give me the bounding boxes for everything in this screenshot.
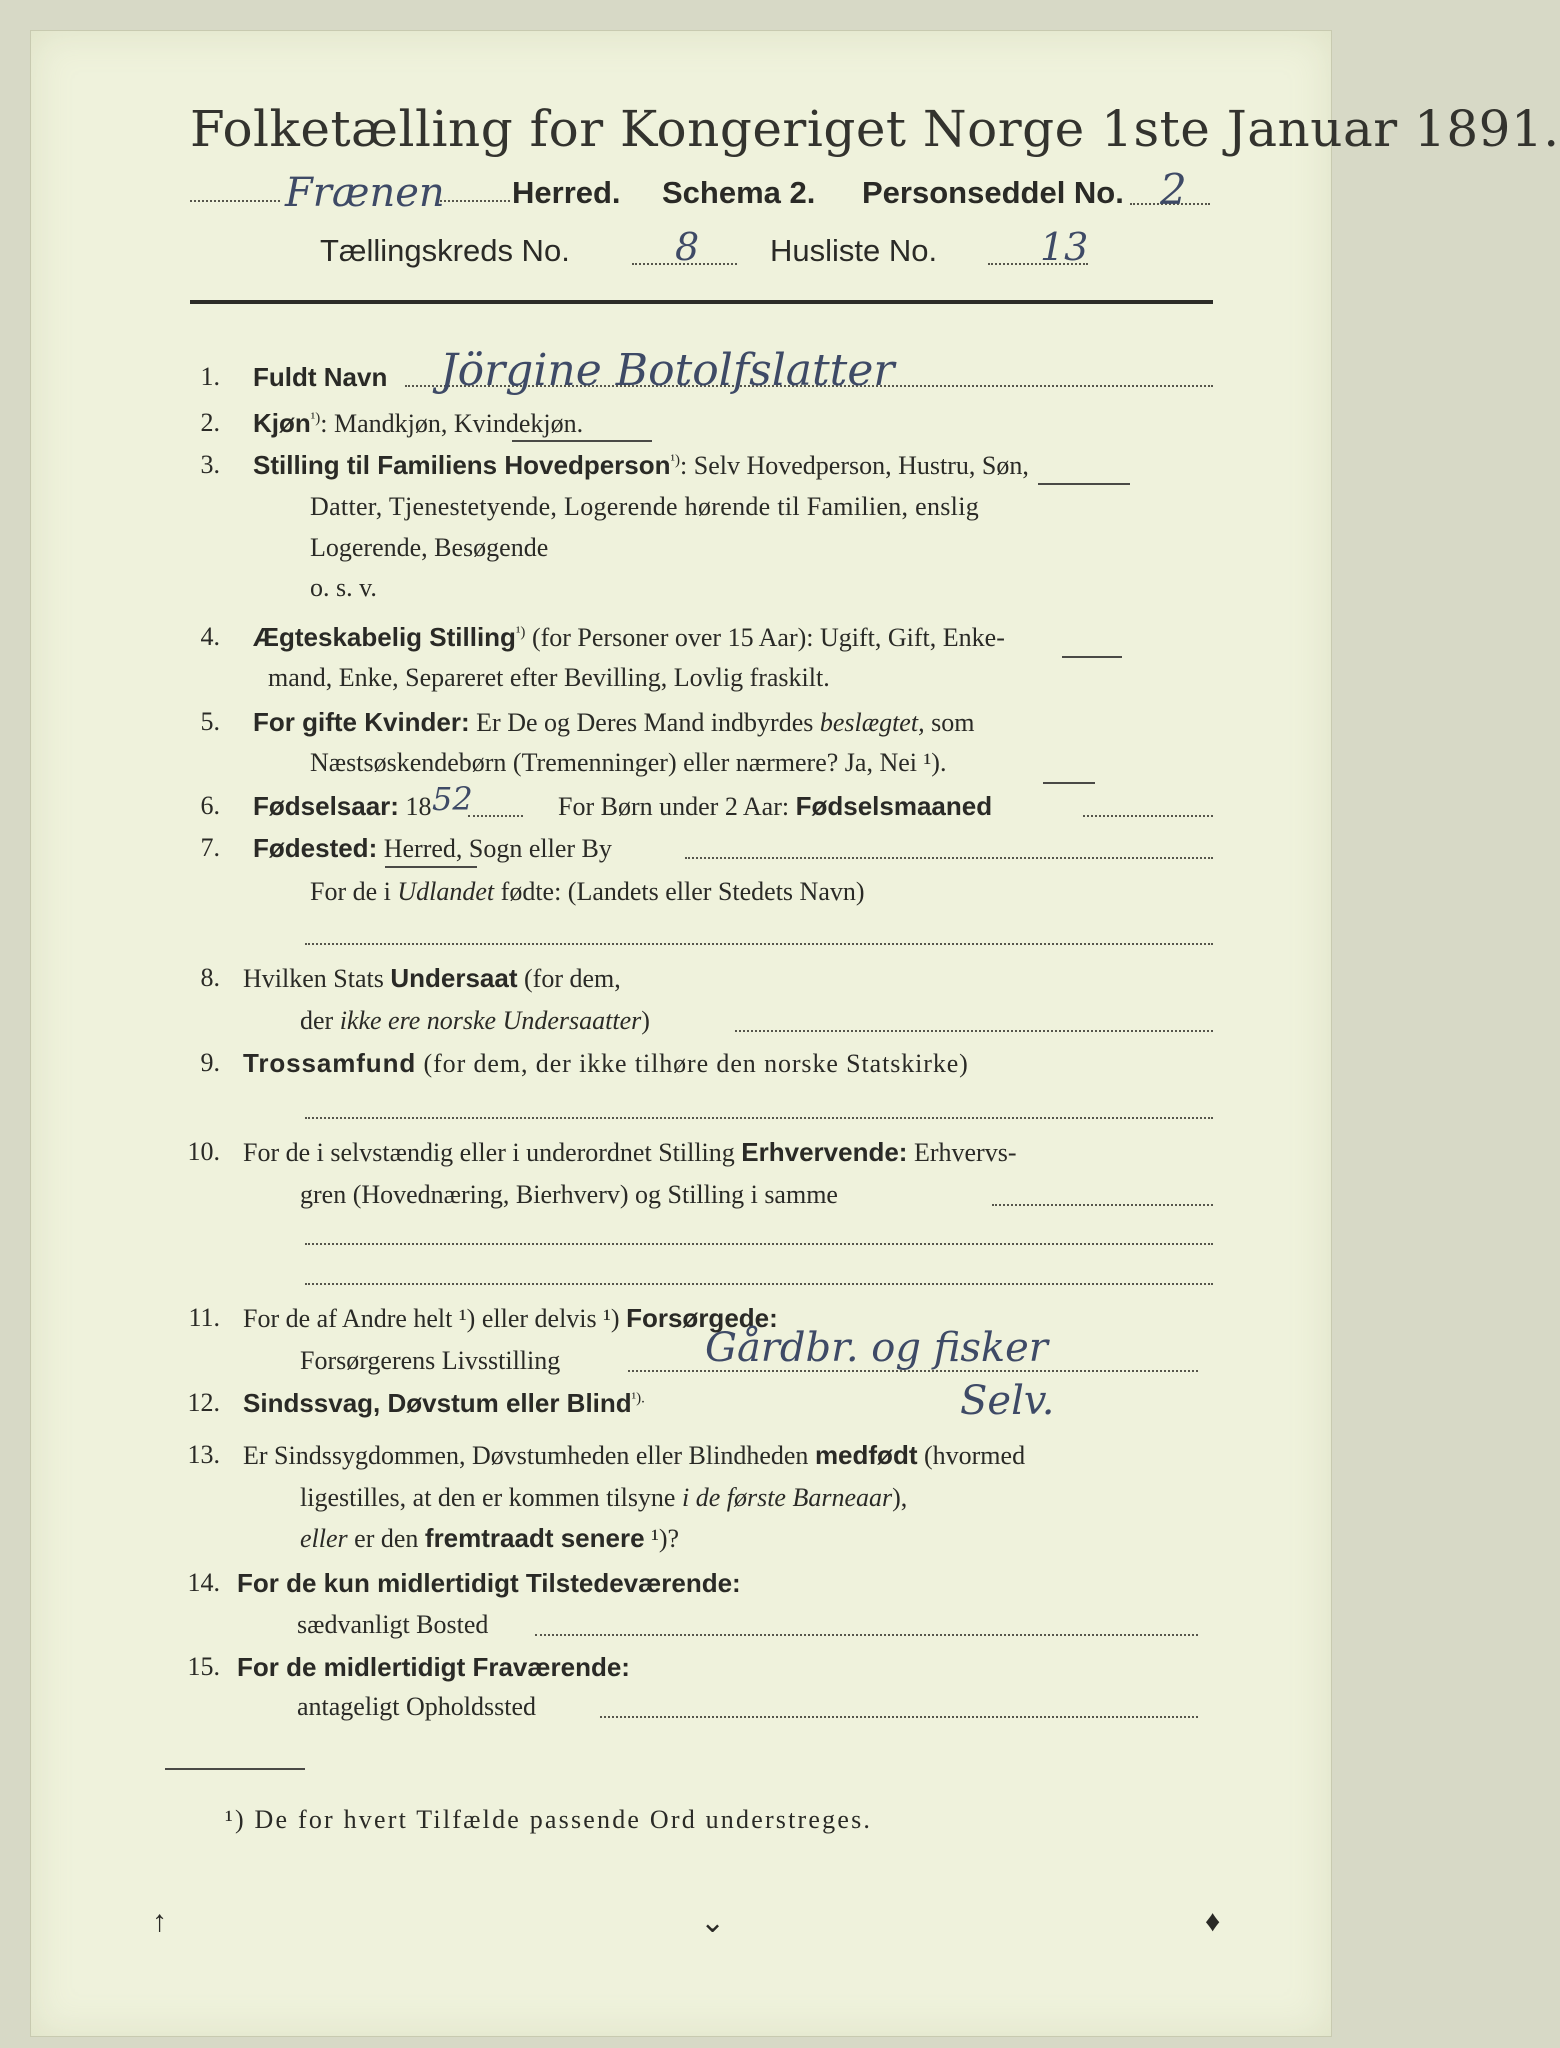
birthplace-dotline (685, 857, 1213, 859)
schema-label: Schema 2. (662, 175, 816, 210)
sex-line (253, 408, 583, 439)
item-number: 13. (187, 1440, 220, 1469)
selected-nei (1043, 782, 1095, 784)
disability-label: Sindssvag, Døvstum eller Blind (243, 1388, 632, 1418)
item-number: 8. (200, 963, 220, 992)
religion-label: Trossamfund (243, 1048, 417, 1078)
item-number: 1. (200, 362, 220, 391)
left-margin-mark: ↑ (152, 1905, 167, 1938)
abroad-line (310, 877, 865, 907)
kreds-label: Tællingskreds No. (320, 233, 570, 268)
selected-hustru (1038, 483, 1130, 485)
item-number: 7. (200, 833, 220, 862)
kreds-value: 8 (675, 225, 700, 269)
birth-month-line (558, 791, 992, 822)
herred-value: Frænen (285, 170, 445, 216)
occupation-prefix: For de i selvstændig eller i underordnet Stilling (243, 1138, 742, 1167)
header-rule (190, 300, 1213, 304)
temporary-present-label: For de kun midlertidigt Tilstedeværende: (237, 1568, 741, 1598)
married-women-question-end: som (924, 708, 975, 737)
abroad-suffix: fødte: (Landets eller Stedets Navn) (494, 877, 865, 906)
herred-dotline (190, 200, 280, 202)
supported-label: Forsørgede: (626, 1303, 778, 1333)
occupation-dotline-3 (305, 1283, 1213, 1285)
selected-herred (385, 866, 477, 868)
occupation-dotline-2 (305, 1243, 1213, 1245)
congenital-label: medfødt (814, 1440, 918, 1470)
married-women-question: Er De og Deres Mand indbyrdes (469, 708, 820, 737)
congenital-prefix: Er Sindssygdommen, Døvstumheden eller Blindheden (243, 1441, 815, 1470)
marital-line-1 (253, 622, 1005, 653)
footnote-rule (165, 1768, 305, 1770)
item-number: 9. (200, 1048, 220, 1077)
disability-line (243, 1388, 645, 1419)
relation-label: Stilling til Familiens Hovedperson (253, 450, 671, 480)
usual-residence-dotline (535, 1634, 1198, 1636)
right-margin-mark: ♦ (1205, 1905, 1221, 1938)
usual-residence-label: sædvanligt Bosted (297, 1610, 489, 1639)
married-women-label: For gifte Kvinder: (253, 707, 470, 737)
sex-label: Kjøn (253, 408, 311, 438)
later-onset-label: fremtraadt senere (424, 1523, 645, 1553)
selected-gift (1062, 656, 1122, 658)
citizenship-line-2 (300, 1006, 650, 1036)
item-number: 11. (188, 1303, 220, 1332)
occupation-line-1 (243, 1137, 1016, 1168)
congenital-or: eller (300, 1524, 348, 1553)
item-number: 5. (200, 707, 220, 736)
relation-line-3: Logerende, Besøgende (310, 533, 549, 562)
occupation-suffix: Erhvervs- (907, 1138, 1017, 1167)
provider-value: Gårdbr. og fisker (705, 1325, 1048, 1371)
supported-line-1 (243, 1303, 778, 1334)
congenital-suffix: (hvormed (917, 1441, 1026, 1470)
relation-line-1 (253, 450, 1029, 481)
supported-prefix: For de af Andre helt ¹) eller delvis ¹) (243, 1304, 627, 1333)
abroad-dotline (305, 943, 1213, 945)
form-title: Folketælling for Kongeriget Norge 1ste Januar 1891. (190, 100, 1560, 158)
relation-options: : Selv Hovedperson, Hustru, Søn, (680, 451, 1029, 480)
marital-label: Ægteskabelig Stilling (253, 622, 516, 652)
married-women-line-2: Næstsøskendebørn (Tremenninger) eller nærmere? Ja, Nei ¹). (310, 748, 947, 777)
personseddel-value: 2 (1160, 165, 1187, 214)
relation-line-2: Datter, Tjenestetyende, Logerende hørende til Familien, enslig (310, 492, 980, 521)
birth-month-dotline (1083, 815, 1213, 817)
disability-value: Selv. (960, 1378, 1055, 1424)
citizenship-note: ikke ere norske Undersaatter (339, 1006, 642, 1035)
item-number: 6. (200, 791, 220, 820)
birth-year-label: Fødselsaar: (253, 791, 399, 821)
birth-year-value: 52 (432, 780, 473, 818)
probable-residence-dotline (600, 1716, 1198, 1718)
congenital-line-3 (300, 1523, 679, 1554)
selected-kvindekjon (512, 440, 652, 442)
birth-year-prefix: 18 (398, 792, 432, 821)
citizenship-line-1 (243, 963, 621, 994)
footnote-marker: ¹). (631, 1390, 645, 1407)
footnote-marker: ¹) (670, 452, 681, 469)
married-women-line-1 (253, 707, 974, 738)
occupation-label: Erhvervende: (741, 1137, 908, 1167)
birth-month-note: For Børn under 2 Aar: (558, 792, 796, 821)
footnote-marker: ¹) (515, 624, 526, 641)
item-number: 10. (187, 1137, 220, 1166)
footnote: ¹) De for hvert Tilfælde passende Ord understreges. (225, 1805, 873, 1834)
citizenship-suffix: (for dem, (517, 964, 621, 993)
item-number: 15. (187, 1652, 220, 1681)
congenital-line-1 (243, 1440, 1025, 1471)
birth-month-label: Fødselsmaaned (795, 791, 993, 821)
birthplace-line (253, 833, 612, 864)
personseddel-label: Personseddel No. (862, 175, 1124, 210)
congenital-line-2-end: ), (892, 1483, 908, 1512)
probable-residence-label: antageligt Opholdssted (297, 1692, 537, 1721)
citizenship-note-end: ) (641, 1006, 650, 1035)
footnote-marker: ¹) (310, 410, 321, 427)
religion-note: (for dem, der ikke tilhøre den norske Statskirke) (416, 1049, 969, 1078)
citizenship-prefix: Hvilken Stats (243, 964, 391, 993)
marital-line-2: mand, Enke, Separeret efter Bevilling, Lovlig fraskilt. (268, 663, 830, 692)
religion-dotline (305, 1117, 1213, 1119)
occupation-line-2: gren (Hovednæring, Bierhverv) og Stilling i samme (300, 1180, 838, 1209)
herred-label: Herred. (512, 175, 621, 210)
provider-label: Forsørgerens Livsstilling (300, 1346, 561, 1375)
congenital-line-2-prefix: ligestilles, at den er kommen tilsyne (300, 1483, 682, 1512)
item-number: 2. (200, 408, 220, 437)
occupation-dotline-1 (992, 1204, 1213, 1206)
item-number: 12. (187, 1388, 220, 1417)
husliste-label: Husliste No. (770, 233, 938, 268)
abroad-word: Udlandet (397, 877, 495, 906)
relation-line-4: o. s. v. (310, 573, 377, 602)
full-name-label: Fuldt Navn (253, 362, 388, 392)
item-number: 14. (187, 1568, 220, 1597)
citizenship-dotline (735, 1030, 1213, 1032)
congenital-line-2 (300, 1483, 907, 1513)
temporary-absent-label: For de midlertidigt Fraværende: (237, 1652, 630, 1682)
birth-year-line (253, 791, 431, 822)
item-number: 3. (200, 450, 220, 479)
citizenship-label: Undersaat (390, 963, 518, 993)
birthplace-label: Fødested: (253, 833, 378, 863)
full-name-value: Jörgine Botolfslatter (440, 345, 895, 396)
abroad-prefix: For de i (310, 877, 398, 906)
husliste-value: 13 (1040, 225, 1089, 269)
congenital-line-3-end: ¹)? (644, 1524, 680, 1553)
birth-year-dotline (468, 815, 523, 817)
herred-dotline-2 (440, 200, 510, 202)
related-word: beslægtet, (819, 708, 925, 737)
center-margin-mark: ⌄ (700, 1906, 726, 1939)
sex-options: : Mandkjøn, Kvindekjøn. (320, 409, 584, 438)
item-number: 4. (200, 622, 220, 651)
marital-options: (for Personer over 15 Aar): Ugift, Gift, Enke- (525, 623, 1005, 652)
birthplace-options: Herred, Sogn eller By (377, 834, 612, 863)
congenital-line-3-mid: er den (347, 1524, 425, 1553)
citizenship-note-prefix: der (300, 1006, 340, 1035)
census-form (30, 30, 1332, 2037)
religion-line (243, 1048, 969, 1079)
congenital-line-2-italic: i de første Barneaar (681, 1483, 893, 1512)
